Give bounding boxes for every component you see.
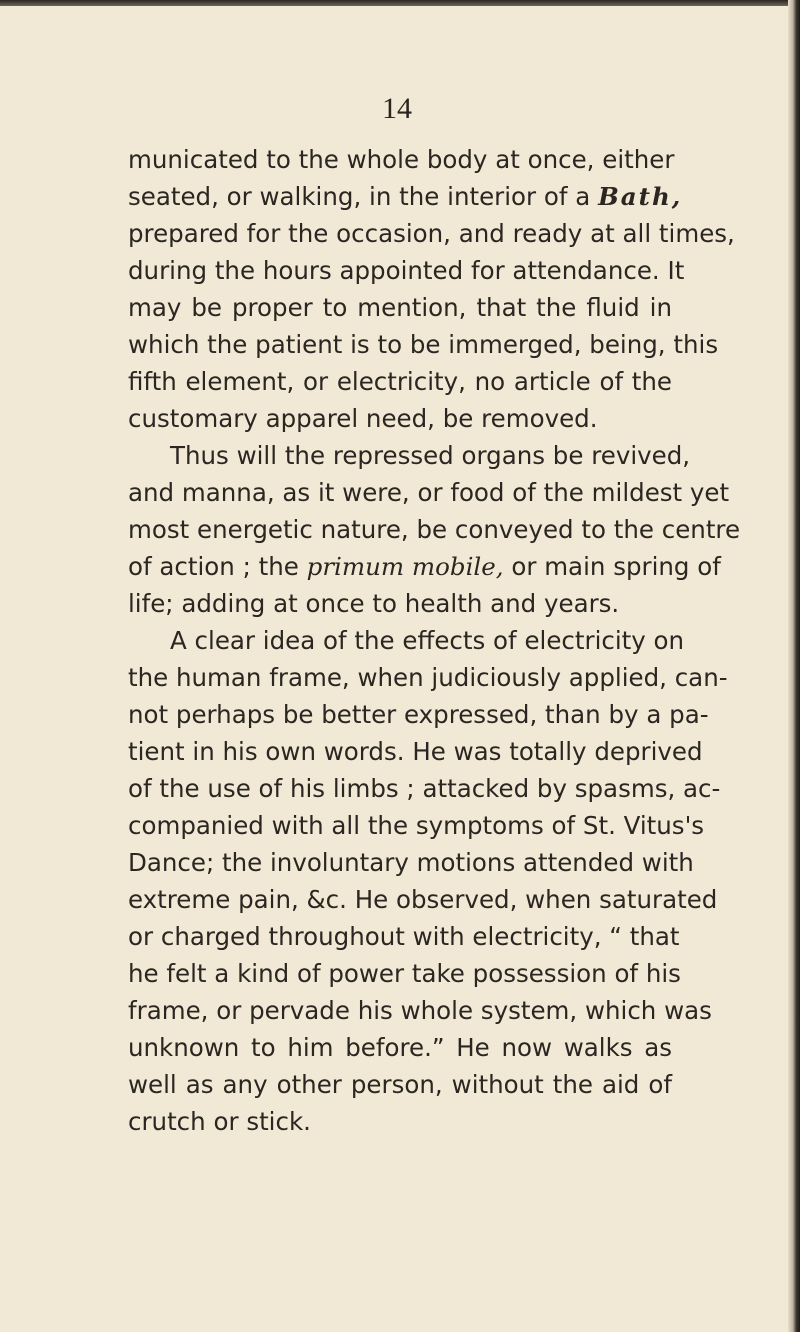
text-line: customary apparel need, be removed. — [128, 404, 598, 433]
text-line: during the hours appointed for attendance. It — [128, 256, 685, 285]
text-line: not perhaps be better expressed, than by a pa- — [128, 700, 709, 729]
italic-word-bath: Bath, — [598, 182, 683, 211]
text-line: well as any other person, without the aid of — [128, 1070, 672, 1099]
text-line: of the use of his limbs ; attacked by spasms, ac- — [128, 774, 721, 803]
text-line: life; adding at once to health and years. — [128, 589, 620, 618]
text-line: frame, or pervade his whole system, which was — [128, 996, 712, 1025]
text-line: may be proper to mention, that the fluid in — [128, 293, 672, 322]
text-line-part: seated, or walking, in the interior of a — [128, 182, 591, 211]
text-line: municated to the whole body at once, either — [128, 145, 675, 174]
italic-phrase-primum-mobile: primum mobile, — [306, 552, 504, 581]
text-line: companied with all the symptoms of St. Vitus's — [128, 811, 705, 840]
page-number: 14 — [382, 92, 412, 125]
text-line: the human frame, when judiciously applied, can- — [128, 663, 728, 692]
text-line-part: of action ; the — [128, 552, 299, 581]
text-line: tient in his own words. He was totally deprived — [128, 737, 703, 766]
text-line: Dance; the involuntary motions attended with — [128, 848, 694, 877]
text-line: extreme pain, &c. He observed, when saturated — [128, 885, 718, 914]
text-line-part: or main spring of — [511, 552, 721, 581]
text-line: he felt a kind of power take possession of his — [128, 959, 681, 988]
text-line — [128, 552, 721, 581]
text-line: or charged throughout with electricity, “ that — [128, 922, 680, 951]
text-line: fifth element, or electricity, no article of the — [128, 367, 672, 396]
text-line: A clear idea of the effects of electricity on — [170, 626, 685, 655]
page-binding-edge — [788, 0, 800, 1332]
text-line — [128, 182, 683, 211]
text-line: and manna, as it were, or food of the mildest yet — [128, 478, 730, 507]
text-line: unknown to him before.” He now walks as — [128, 1033, 672, 1062]
text-line: crutch or stick. — [128, 1107, 311, 1136]
text-line: most energetic nature, be conveyed to the centre — [128, 515, 741, 544]
text-line: which the patient is to be immerged, being, this — [128, 330, 719, 359]
text-line: Thus will the repressed organs be revived, — [170, 441, 691, 470]
page-top-edge — [0, 0, 800, 6]
text-line: prepared for the occasion, and ready at all times, — [128, 219, 735, 248]
